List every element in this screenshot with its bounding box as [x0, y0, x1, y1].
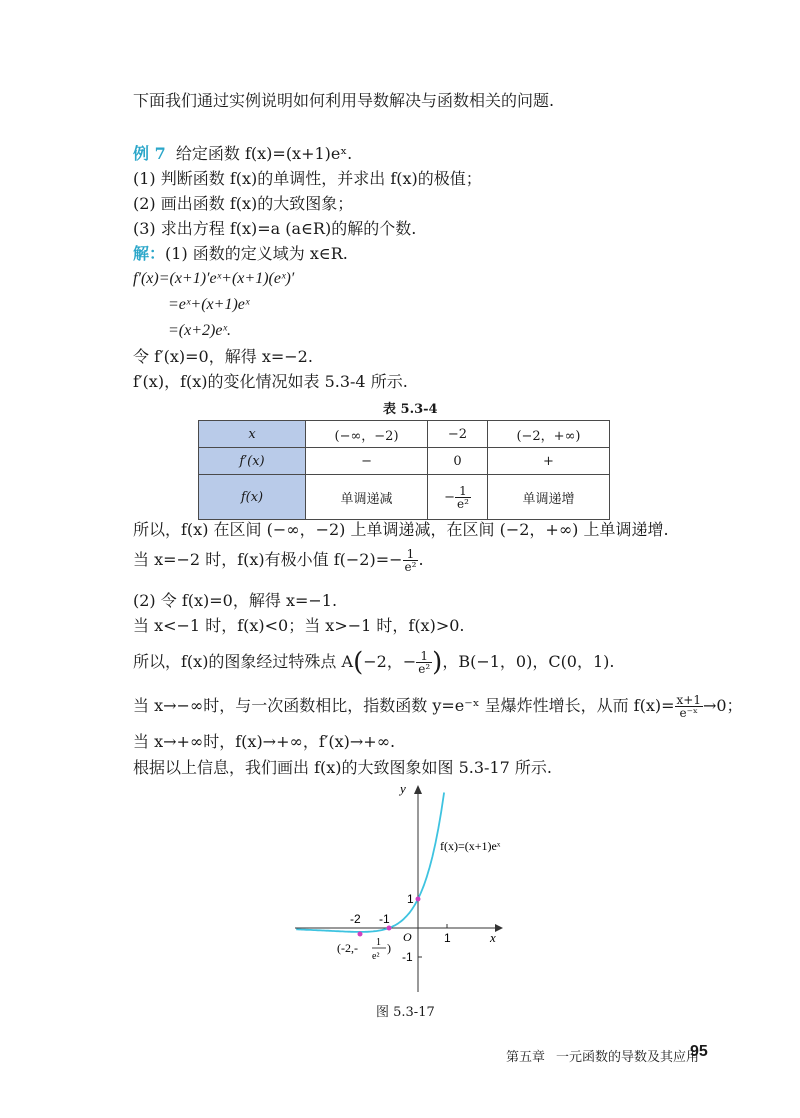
fraction-numerator: 1	[403, 548, 419, 561]
fraction-numerator: 1	[416, 650, 432, 663]
min-value-text: 当 x=−2 时，f(x)有极小值 f(−2)=−	[133, 550, 403, 569]
fraction-denominator: e²	[456, 496, 469, 511]
table-cell: 单调递减	[306, 475, 428, 520]
sign-line: 当 x<−1 时，f(x)<0；当 x>−1 时，f(x)>0.	[133, 616, 465, 635]
variation-table	[198, 420, 610, 520]
min-value-line	[133, 548, 424, 573]
intro-text: 下面我们通过实例说明如何利用导数解决与函数相关的问题.	[133, 91, 555, 110]
table-row	[199, 475, 610, 520]
example-label: 例 7	[133, 144, 166, 163]
figure-caption: 图 5.3-17	[376, 1005, 435, 1020]
min-value-end: .	[418, 550, 424, 569]
footer-chapter: 第五章	[506, 1050, 546, 1065]
min-sign: −	[444, 489, 455, 505]
special-points-line: 所以，f(x)的图象经过特殊点 A(−2，− $\frac{1}{\text{e²}}$ )，B(−1，0)，C(0，1).	[133, 647, 615, 678]
table-cell: −	[306, 448, 428, 475]
fraction-denominator: e²	[404, 560, 417, 574]
point-b-marker	[387, 926, 392, 931]
fraction-denominator: e⁻ˣ	[679, 706, 698, 720]
table-intro-line: f′(x)，f(x)的变化情况如表 5.3-4 所示.	[133, 372, 408, 391]
point-a-den: e²	[372, 951, 380, 962]
solution-line-1	[133, 243, 348, 265]
y-axis-arrow	[414, 785, 422, 794]
table-row	[199, 448, 610, 475]
question-2: (2) 画出函数 f(x)的大致图象；	[133, 194, 354, 213]
example-header	[133, 143, 352, 165]
table-cell: x	[199, 421, 306, 448]
limit-neg-line	[133, 694, 743, 719]
monotonic-conclusion: 所以，f(x) 在区间 (−∞，−2) 上单调递减，在区间 (−2，+∞) 上单调递增.	[133, 520, 669, 539]
table-cell: f(x)	[199, 475, 306, 520]
table-cell: 0	[428, 448, 488, 475]
point-a-fraction	[416, 650, 432, 675]
limit-pos-line: 当 x→+∞时，f(x)→+∞，f′(x)→+∞.	[133, 732, 396, 751]
table-cell: 单调递增	[487, 475, 609, 520]
solution-domain: (1) 函数的定义域为 x∈R.	[165, 244, 348, 263]
tick-label-x-neg1: -1	[379, 912, 390, 926]
fraction-denominator: e²	[418, 662, 431, 676]
point-a-num: 1	[376, 937, 381, 948]
tick-label-y-1: 1	[407, 892, 414, 906]
derivative-line-2: =eˣ+(x+1)eˣ	[168, 296, 250, 313]
question-3: (3) 求出方程 f(x)=a (a∈R)的解的个数.	[133, 219, 417, 238]
special-points-text: 所以，f(x)的图象经过特殊点 A	[133, 652, 354, 671]
table-row	[199, 421, 610, 448]
fraction-numerator: 1	[455, 485, 471, 498]
derivative-line-1: f′(x)=(x+1)′eˣ+(x+1)(eˣ)′	[133, 270, 295, 287]
point-c-marker	[416, 897, 421, 902]
zero-line: (2) 令 f(x)=0，解得 x=−1.	[133, 591, 338, 610]
table-caption: 表 5.3-4	[383, 402, 438, 417]
footer-title: 一元函数的导数及其应用	[556, 1050, 700, 1065]
function-label: f(x)=(x+1)eˣ	[440, 839, 501, 853]
table-cell-min-value	[428, 475, 488, 520]
function-curve	[296, 793, 444, 932]
y-axis-label: y	[400, 781, 406, 796]
function-graph	[290, 780, 510, 995]
page-number: 95	[690, 1043, 708, 1060]
x-axis-label: x	[490, 930, 496, 945]
min-fraction	[455, 485, 471, 510]
min-value-fraction	[403, 548, 419, 573]
table-cell: −2	[428, 421, 488, 448]
limit-neg-end: →0；	[702, 696, 743, 715]
limit-fraction	[675, 694, 703, 719]
tick-label-x-neg2: -2	[350, 912, 361, 926]
table-cell: f′(x)	[199, 448, 306, 475]
tick-label-y-neg1: -1	[402, 950, 413, 964]
point-a-coords: −2，−	[363, 652, 417, 671]
graph-intro-line: 根据以上信息，我们画出 f(x)的大致图象如图 5.3-17 所示.	[133, 758, 552, 777]
limit-neg-text: 当 x→−∞时，与一次函数相比，指数函数 y=e⁻ˣ 呈爆炸性增长，从而 f(x)=	[133, 696, 675, 715]
table-cell: (−∞，−2)	[306, 421, 428, 448]
x-axis-arrow	[495, 924, 503, 932]
example-statement: 给定函数 f(x)=(x+1)eˣ.	[175, 144, 353, 163]
fraction-numerator: x+1	[676, 693, 701, 707]
question-1: (1) 判断函数 f(x)的单调性，并求出 f(x)的极值；	[133, 169, 482, 188]
table-cell: (−2，+∞)	[487, 421, 609, 448]
point-a-close: )	[387, 941, 391, 955]
critical-point-line: 令 f′(x)=0，解得 x=−2.	[133, 347, 313, 366]
origin-label: O	[403, 930, 412, 944]
point-a-label: (-2,-	[337, 941, 358, 955]
points-b-c: ，B(−1，0)，C(0，1).	[442, 652, 615, 671]
derivative-line-3: =(x+2)eˣ.	[168, 322, 231, 339]
point-a-marker	[358, 932, 363, 937]
solution-label: 解：	[133, 244, 166, 263]
tick-label-x-1: 1	[444, 931, 451, 945]
table-cell: +	[487, 448, 609, 475]
